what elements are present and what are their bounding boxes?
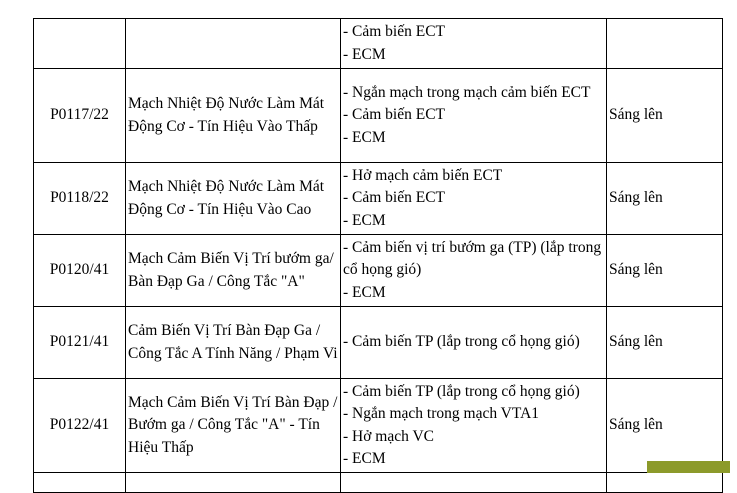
trouble-area-item: - Cảm biến vị trí bướm ga (TP) (lắp trong cổ họng gió)	[343, 239, 602, 279]
trouble-area-item: - Hở mạch cảm biến ECT	[343, 167, 503, 185]
dtc-code-cell: P0117/22	[34, 69, 126, 163]
table-row	[34, 19, 723, 69]
mil-cell	[607, 19, 723, 69]
dtc-code-cell: P0120/41	[34, 235, 126, 307]
mil-cell	[607, 473, 723, 493]
trouble-area-item: - ECM	[343, 283, 386, 301]
dtc-description-cell: Mạch Nhiệt Độ Nước Làm Mát Động Cơ - Tín Hiệu Vào Thấp	[126, 69, 341, 163]
trouble-area-item: - Hở mạch VC	[343, 427, 434, 445]
table-row	[34, 69, 723, 163]
table-row	[34, 307, 723, 379]
trouble-area-item: - ECM	[343, 211, 386, 229]
trouble-area-item: - Cảm biến ECT	[343, 106, 446, 124]
trouble-area-cell	[341, 307, 607, 379]
mil-cell: Sáng lên	[607, 379, 723, 473]
table-row	[34, 379, 723, 473]
dtc-code-cell	[34, 473, 126, 493]
table-row	[34, 163, 723, 235]
dtc-table	[33, 18, 723, 493]
dtc-description-cell: Mạch Cảm Biến Vị Trí Bàn Đạp / Bướm ga / Công Tắc "A" - Tín Hiệu Thấp	[126, 379, 341, 473]
trouble-area-item: - Cảm biến TP (lắp trong cổ họng gió)	[343, 333, 580, 351]
trouble-area-cell	[341, 163, 607, 235]
dtc-description-cell: Mạch Nhiệt Độ Nước Làm Mát Động Cơ - Tín Hiệu Vào Cao	[126, 163, 341, 235]
trouble-area-item: - Cảm biến ECT	[343, 189, 446, 207]
table-row	[34, 235, 723, 307]
dtc-description-cell	[126, 473, 341, 493]
trouble-area-item: - Cảm biến TP (lắp trong cổ họng gió)	[343, 382, 580, 400]
mil-cell: Sáng lên	[607, 163, 723, 235]
trouble-area-item: - Ngắn mạch trong mạch VTA1	[343, 405, 540, 423]
trouble-area-cell	[341, 235, 607, 307]
dtc-description-cell: Cảm Biến Vị Trí Bàn Đạp Ga / Công Tắc A Tính Năng / Phạm Vi	[126, 307, 341, 379]
accent-bar	[647, 461, 730, 473]
trouble-area-cell	[341, 473, 607, 493]
table-row	[34, 473, 723, 493]
dtc-code-cell	[34, 19, 126, 69]
dtc-code-cell: P0121/41	[34, 307, 126, 379]
mil-cell: Sáng lên	[607, 307, 723, 379]
mil-cell: Sáng lên	[607, 235, 723, 307]
dtc-code-cell: P0118/22	[34, 163, 126, 235]
dtc-code-cell: P0122/41	[34, 379, 126, 473]
trouble-area-item: - ECM	[343, 45, 386, 63]
trouble-area-item: - Cảm biến ECT	[343, 23, 446, 41]
trouble-area-cell	[341, 69, 607, 163]
dtc-description-cell	[126, 19, 341, 69]
trouble-area-item: - ECM	[343, 449, 386, 467]
trouble-area-item: - Ngắn mạch trong mạch cảm biến ECT	[343, 84, 591, 102]
trouble-area-cell	[341, 379, 607, 473]
mil-cell: Sáng lên	[607, 69, 723, 163]
dtc-description-cell: Mạch Cảm Biến Vị Trí bướm ga/ Bàn Đạp Ga / Công Tắc "A"	[126, 235, 341, 307]
trouble-area-item: - ECM	[343, 128, 386, 146]
trouble-area-cell	[341, 19, 607, 69]
